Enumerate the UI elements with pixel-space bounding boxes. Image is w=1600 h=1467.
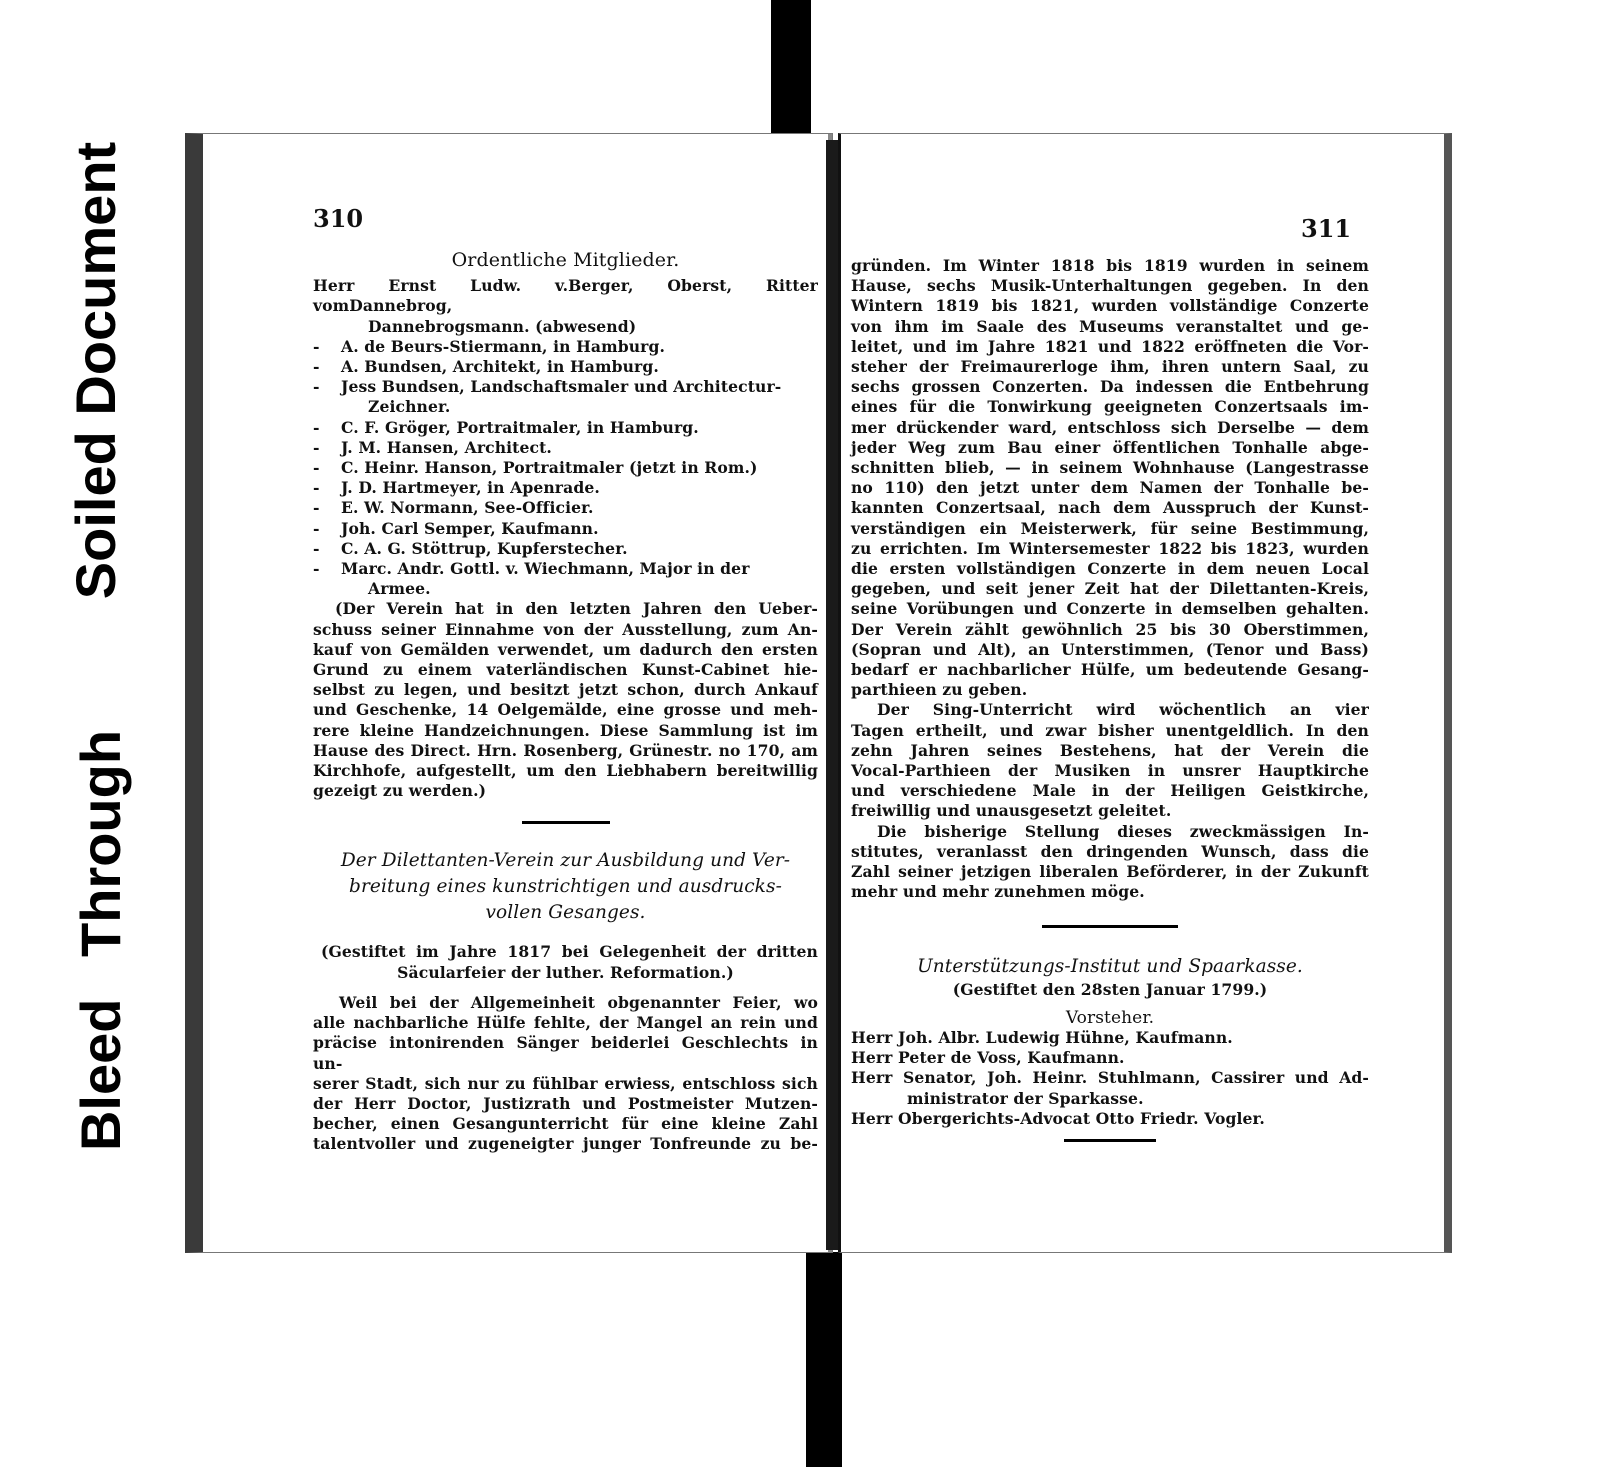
body-line: jeder Weg zum Bau einer öffentlichen Tonhalle abge- <box>851 437 1369 457</box>
body-line: verständigen ein Meisterwerk, für seine Bestimmung, <box>851 518 1369 538</box>
body-line: eines für die Tonwirkung geeigneten Conzertsaals im- <box>851 397 1369 417</box>
members-heading: Ordentliche Mitglieder. <box>451 249 680 271</box>
body-line: mehr und mehr zunehmen möge. <box>851 882 1145 902</box>
member-line: - C. Heinr. Hanson, Portraitmaler (jetzt in Rom.) <box>313 458 758 478</box>
note-line: (Der Verein hat in den letzten Jahren den Ueber- <box>335 599 818 619</box>
left-page-content <box>313 204 818 1155</box>
board-member: Herr Joh. Albr. Ludewig Hühne, Kaufmann. <box>851 1027 1233 1047</box>
section-title-line: Der Dilettanten-Verein zur Ausbildung und Ver- <box>340 850 791 872</box>
soiled-document-text: Soiled Document <box>64 141 128 599</box>
body-line: die ersten vollständigen Conzerte in dem neuen Local <box>851 559 1369 579</box>
founded-line: (Gestiftet den 28sten Januar 1799.) <box>952 979 1268 999</box>
note-line: Hause des Direct. Hrn. Rosenberg, Grünestr. no 170, am <box>313 740 818 760</box>
body-line: kannten Conzertsaal, nach dem Ausspruch der Kunst- <box>851 498 1369 518</box>
right-page <box>838 133 1452 1253</box>
body-line: präcise intonirenden Sänger beiderlei Geschlechts in un- <box>313 1033 818 1073</box>
body-line: bedarf er nachbarlicher Hülfe, um bedeutende Gesang- <box>851 660 1369 680</box>
member-line: - J. D. Hartmeyer, in Apenrade. <box>313 478 600 498</box>
note-line: und Geschenke, 14 Oelgemälde, eine grosse und meh- <box>313 700 818 720</box>
body-line: sechs grossen Conzerten. Da indessen die Entbehrung <box>851 377 1369 397</box>
body-line: der Herr Doctor, Justizrath und Postmeister Mutzen- <box>313 1093 818 1113</box>
body-line: talentvoller und zugeneigter junger Tonfreunde zu be- <box>313 1134 818 1154</box>
body-line: zu errichten. Im Wintersemester 1822 bis 1823, wurden <box>851 538 1369 558</box>
note-line: schuss seiner Einnahme von der Ausstellung, zum An- <box>313 619 818 639</box>
body-line: leitet, und im Jahre 1821 und 1822 eröffneten die Vor- <box>851 336 1369 356</box>
body-line: Vocal-Parthieen der Musiken in unsrer Hauptkirche <box>851 761 1369 781</box>
bleed-through-label <box>56 700 146 1180</box>
section-title-line: vollen Gesanges. <box>485 902 646 924</box>
body-line: gründen. Im Winter 1818 bis 1819 wurden in seinem <box>851 256 1369 275</box>
body-line: Zahl seiner jetzigen liberalen Beförderer, in der Zukunft <box>851 862 1369 882</box>
member-line: - J. M. Hansen, Architect. <box>313 437 552 457</box>
note-line: kauf von Gemälden verwendet, um dadurch den ersten <box>313 639 818 659</box>
member-line: - E. W. Normann, See-Officier. <box>313 498 594 518</box>
member-line: Dannebrogsmann. (abwesend) <box>368 316 637 336</box>
body-line: stitutes, veranlasst den dringenden Wunsch, dass die <box>851 841 1369 861</box>
board-heading: Vorsteher. <box>1065 1007 1155 1028</box>
section-title-line: breitung eines kunstrichtigen und ausdrucks- <box>349 876 782 898</box>
member-line: Armee. <box>368 579 431 599</box>
board-member: Herr Obergerichts-Advocat Otto Friedr. Vogler. <box>851 1108 1265 1128</box>
section-title: Unterstützungs-Institut und Spaarkasse. <box>917 955 1303 977</box>
body-line: Wintern 1819 bis 1821, wurden vollständige Conzerte <box>851 296 1369 316</box>
body-line: Der Sing-Unterricht wird wöchentlich an vier <box>877 700 1369 720</box>
body-line: steher der Freimaurerloge ihm, ihren untern Saal, zu <box>851 357 1369 377</box>
body-line: mer drückender ward, entschloss sich Derselbe — dem <box>851 417 1369 437</box>
page-number-left: 310 <box>313 204 364 233</box>
board-member: ministrator der Sparkasse. <box>907 1088 1144 1108</box>
body-line: alle nachbarliche Hülfe fehlte, der Mangel an rein und <box>313 1013 818 1033</box>
body-line: und verschiedene Male in der Heiligen Geistkirche, <box>851 781 1369 801</box>
note-line: rere kleine Handzeichnungen. Diese Sammlung ist im <box>313 720 818 740</box>
body-line: zehn Jahren seines Bestehens, hat der Verein die <box>851 740 1369 760</box>
note-line: Kirchhofe, aufgestellt, um den Liebhabern bereitwillig <box>313 761 818 781</box>
spine-strip-top <box>771 0 811 145</box>
member-line: - Jess Bundsen, Landschaftsmaler und Architectur- <box>313 377 782 397</box>
note-line: selbst zu legen, und besitzt jetzt schon, durch Ankauf <box>313 680 818 700</box>
member-line: Herr Ernst Ludw. v.Berger, Oberst, Ritter vomDannebrog, <box>313 276 818 316</box>
note-line: Grund zu einem vaterländischen Kunst-Cabinet hie- <box>313 660 818 680</box>
member-line: Zeichner. <box>368 397 451 417</box>
body-line: serer Stadt, sich nur zu fühlbar erwiess, entschloss sich <box>313 1073 818 1093</box>
end-divider <box>1064 1139 1156 1142</box>
member-line: - C. A. G. Stöttrup, Kupferstecher. <box>313 538 628 558</box>
body-line: freiwillig und unausgesetzt geleitet. <box>851 801 1172 821</box>
founded-line: (Gestiftet im Jahre 1817 bei Gelegenheit der dritten <box>321 942 818 962</box>
member-line: - A. Bundsen, Architekt, in Hamburg. <box>313 357 659 377</box>
body-line: Der Verein zählt gewöhnlich 25 bis 30 Oberstimmen, <box>851 619 1369 639</box>
body-line: Hause, sechs Musik-Unterhaltungen gegeben. In den <box>851 276 1369 296</box>
member-line: - C. F. Gröger, Portraitmaler, in Hamburg. <box>313 417 699 437</box>
body-line: Weil bei der Allgemeinheit obgenannter Feier, wo <box>339 992 818 1012</box>
body-line: von ihm im Saale des Museums veranstaltet und ge- <box>851 316 1369 336</box>
page-number-right: 311 <box>1301 214 1352 243</box>
founded-line: Säcularfeier der luther. Reformation.) <box>397 962 734 982</box>
board-member: Herr Senator, Joh. Heinr. Stuhlmann, Cassirer und Ad- <box>851 1068 1369 1088</box>
note-line: gezeigt zu werden.) <box>313 781 487 801</box>
body-line: (Sopran und Alt), an Unterstimmen, (Tenor und Bass) <box>851 639 1369 659</box>
left-page <box>185 133 833 1253</box>
section-divider <box>522 821 610 824</box>
right-page-content <box>851 256 1369 1158</box>
body-line: parthieen zu geben. <box>851 680 1028 700</box>
body-line: Tagen ertheilt, und zwar bisher unentgeldlich. In den <box>851 720 1369 740</box>
soiled-document-label <box>56 100 136 640</box>
member-line: - A. de Beurs-Stiermann, in Hamburg. <box>313 336 665 356</box>
body-line: schnitten blieb, — in seinem Wohnhause (Langestrasse <box>851 458 1369 478</box>
board-member: Herr Peter de Voss, Kaufmann. <box>851 1048 1125 1068</box>
body-line: no 110) den jetzt unter dem Namen der Tonhalle be- <box>851 478 1369 498</box>
body-line: seine Vorübungen und Conzerte in demselben gehalten. <box>851 599 1369 619</box>
member-line: - Marc. Andr. Gottl. v. Wiechmann, Major in der <box>313 559 750 579</box>
body-line: Die bisherige Stellung dieses zweckmässigen In- <box>877 821 1369 841</box>
body-line: becher, einen Gesangunterricht für eine kleine Zahl <box>313 1114 818 1134</box>
bleed-through-text: Bleed Through <box>69 729 133 1151</box>
body-line: gegeben, und seit jener Zeit hat der Dilettanten-Kreis, <box>851 579 1369 599</box>
member-line: - Joh. Carl Semper, Kaufmann. <box>313 518 599 538</box>
spine-strip-bottom <box>806 1252 842 1467</box>
section-divider <box>1042 925 1178 928</box>
